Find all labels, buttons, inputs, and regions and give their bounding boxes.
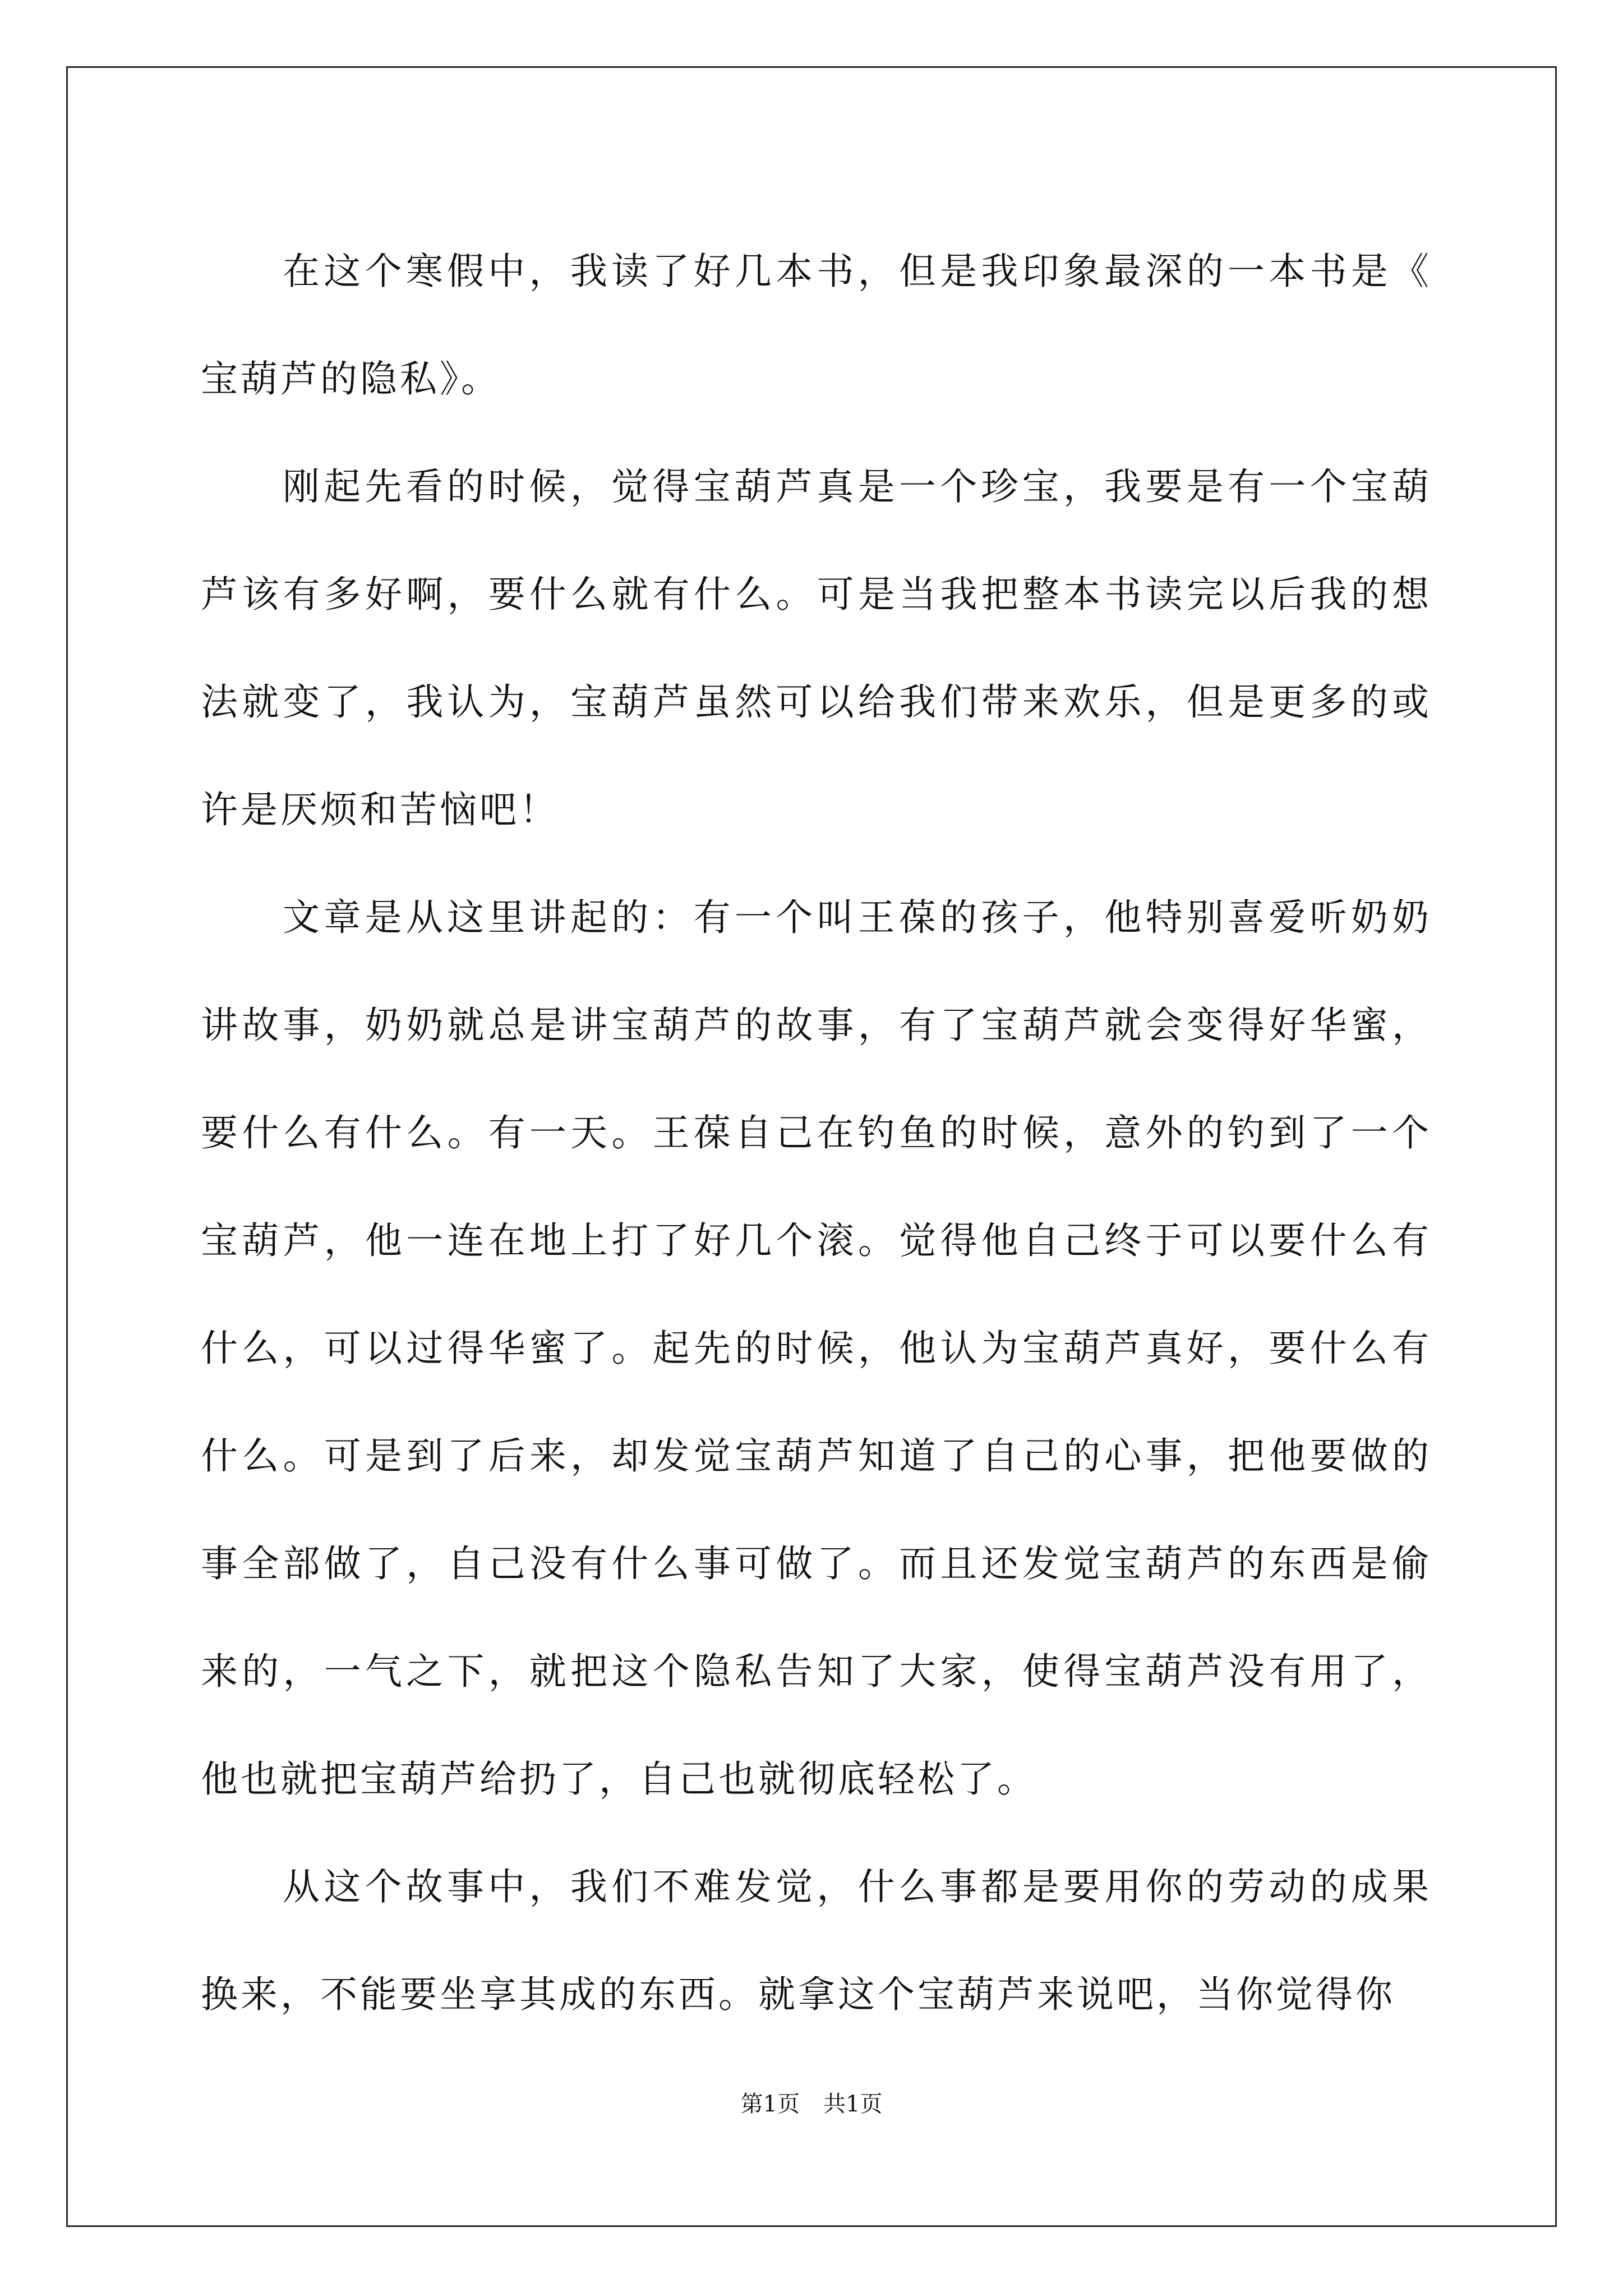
document-body (201, 218, 1432, 2049)
paragraph-1: 在这个寒假中，我读了好几本书，但是我印象最深的一本书是《宝葫芦的隐私》。 (201, 250, 1432, 401)
paragraph-2: 刚起先看的时候，觉得宝葫芦真是一个珍宝，我要是有一个宝葫芦该有多好啊，要什么就有什么。可是当我把整本书读完以后我的想法就变了，我认为，宝葫芦虽然可以给我们带来欢乐，但是更多的或许是厌烦和苦恼吧！ (201, 465, 1432, 831)
paragraph-4: 从这个故事中，我们不难发觉，什么事都是要用你的劳动的成果换来，不能要坐享其成的东西。就拿这个宝葫芦来说吧，当你觉得你 (201, 1865, 1432, 2016)
page-footer (0, 2090, 1623, 2119)
page-number: 第1页 (740, 2091, 800, 2117)
page-total: 共1页 (823, 2091, 883, 2117)
paragraph-3: 文章是从这里讲起的：有一个叫王葆的孩子，他特别喜爱听奶奶讲故事，奶奶就总是讲宝葫芦的故事，有了宝葫芦就会变得好华蜜，要什么有什么。有一天。王葆自己在钓鱼的时候，意外的钓到了一个宝葫芦，他一连在地上打了好几个滚。觉得他自己终于可以要什么有什么，可以过得华蜜了。起先的时候，他认为宝葫芦真好，要什么有什么。可是到了后来，却发觉宝葫芦知道了自己的心事，把他要做的事全部做了，自己没有什么事可做了。而且还发觉宝葫芦的东西是偷来的，一气之下，就把这个隐私告知了大家，使得宝葫芦没有用了，他也就把宝葫芦给扔了，自己也就彻底轻松了。 (201, 896, 1432, 1801)
